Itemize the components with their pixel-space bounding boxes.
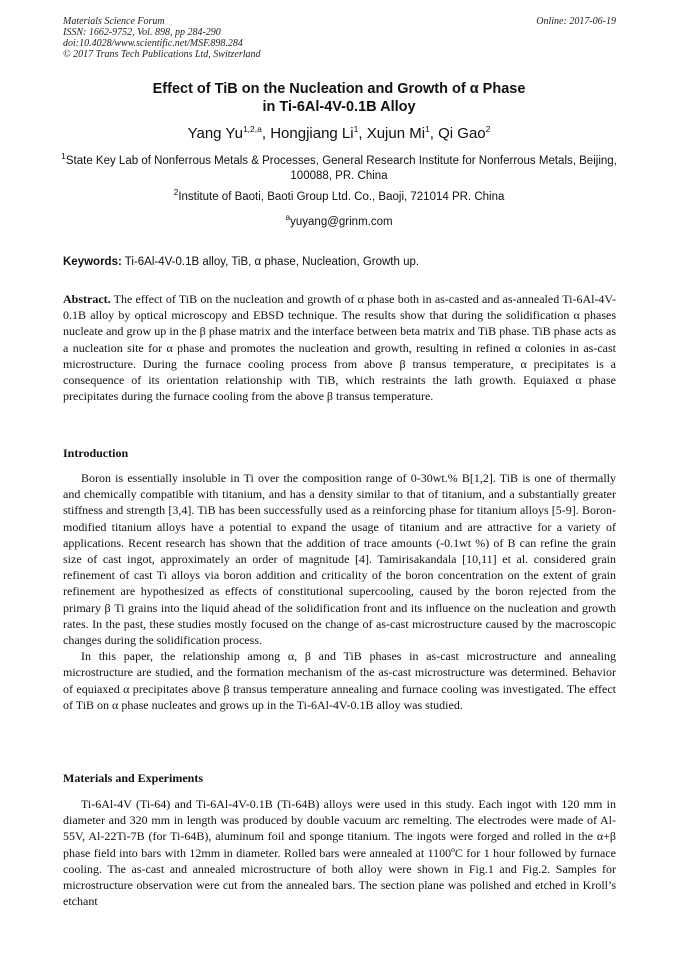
affiliation-text: Institute of Baoti, Baoti Group Ltd. Co., Baoji, 721014 PR. China [178, 191, 505, 203]
journal-header [63, 16, 616, 60]
author-name: Qi Gao [438, 125, 486, 142]
doi-line: doi:10.4028/www.scientific.net/MSF.898.284 [63, 38, 243, 49]
online-date: Online: 2017-06-19 [536, 16, 616, 27]
author-affiliation-mark: 1,2,a [242, 124, 262, 134]
author-affiliation-mark: 2 [485, 124, 491, 134]
affiliation-1 [40, 151, 638, 184]
introduction-heading: Introduction [63, 446, 129, 460]
paper-title [40, 80, 638, 116]
email-address: yuyang@grinm.com [290, 216, 393, 228]
author-affiliation-mark: 1 [353, 124, 359, 134]
author-affiliation-mark: 1 [425, 124, 430, 134]
title-line-1: Effect of TiB on the Nucleation and Growth of α Phase [152, 81, 526, 97]
materials-heading: Materials and Experiments [63, 771, 203, 785]
abstract-text: The effect of TiB on the nucleation and growth of α phase both in as-casted and as-annealed Ti-6Al-4V-0.1B alloy by optical microscopy and EBSD technique. The results show that during the solidification α phases nucleate and grow up in the β phase matrix and the interface between beta matrix and TiB phase. TiB phase acts as a nucleation site for α phase and promotes the nucleation and growth, resulting in refined α colonies in as-cast microstructure. During the furnace cooling process from above β transus temperature, α precipitates is a consequence of its orientation relationship with TiB, which restraints the lath growth. Equiaxed α phase precipitates during the furnace cooling from the above β transus temperature. [63, 292, 616, 404]
affiliation-2 [40, 187, 638, 205]
materials-body [63, 796, 616, 909]
introduction-body [63, 470, 616, 713]
author-list: Yang Yu$^{1,2,a}$, Hongjiang Li$^1$, Xujun Mi$^1$, Qi Gao$^2$ [187, 124, 491, 142]
journal-name: Materials Science Forum [63, 16, 165, 27]
abstract [63, 291, 616, 404]
issn-line: ISSN: 1662-9752, Vol. 898, pp 284-290 [63, 27, 221, 38]
copyright-line: © 2017 Trans Tech Publications Ltd, Switzerland [63, 49, 261, 60]
author-name: Hongjiang Li [270, 125, 354, 142]
email-mark: a [285, 212, 291, 223]
paragraph: Ti-6Al-4V (Ti-64) and Ti-6Al-4V-0.1B (Ti-64B) alloys were used in this study. Each ingot with 120 mm in diameter and 320 mm in length was produced by double vacuum arc remelting. The electrodes were made of Al-55V, Al-22Ti-7B (for Ti-64B), aluminum foil and sponge titanium. The ingots were forged and rolled in the α+β phase field into bars with 12mm in diameter. Rolled bars were annealed at 1100ºC for 1 hour followed by furnace cooling. The as-cast and annealed microstructure of both alloy were shown in Fig.1 and Fig.2. Samples for microstructure observation were cut from the annealed bars. The section plane was polished and etched in Kroll’s etchant [63, 797, 616, 909]
author-email [40, 212, 638, 230]
keywords-text: Ti-6Al-4V-0.1B alloy, TiB, α phase, Nucleation, Growth up. [124, 256, 420, 268]
affiliation-mark: 1 [61, 151, 66, 162]
author-name: Yang Yu [187, 125, 243, 142]
paragraph: In this paper, the relationship among α, β and TiB phases in as-cast microstructure and annealing microstructure are studied, and the formation mechanism of the as-cast microstructure was determined. Behavior of equiaxed α precipitates above β transus temperature annealing and furnace cooling was investigated. The effect of TiB on α phase nucleates and grows up in the Ti-6Al-4V-0.1B alloy was studied. [63, 649, 616, 712]
author-name: Xujun Mi [366, 125, 426, 142]
keywords [63, 255, 616, 270]
paragraph: Boron is essentially insoluble in Ti over the composition range of 0-30wt.% B[1,2]. TiB is one of thermally and chemically compatible with titanium, and has a density similar to that of titanium, and a substantially greater stiffness and strength [3,4]. TiB has been successfully used as a reinforcing phase for titanium alloys [5-9]. Boron-modified titanium alloys have a potential to expand the usage of titanium and are attractive for a variety of applications. Recent research has shown that the addition of trace amounts (-0.1wt %) of B can refine the grain size of cast ingot, approximately an order of magnitude [4]. Tamirisakandala [10,11] et al. considered grain refinement of cast Ti alloys via boron addition and criticality of the boron concentration on the extent of grain refinement are hypothesized as effects of constitutional supercooling, caused by the boron rejected from the primary β Ti grains into the liquid ahead of the solidification front and its influence on the nucleation and growth rates. In the past, these studies mostly focused on the change of as-cast microstructure caused by the macroscopic changes during the solidification process. [63, 471, 616, 648]
title-line-2: in Ti-6Al-4V-0.1B Alloy [262, 99, 416, 115]
affiliation-mark: 2 [173, 187, 179, 198]
keywords-label: Keywords: [63, 256, 122, 268]
abstract-label: Abstract. [63, 292, 111, 306]
affiliation-text: State Key Lab of Nonferrous Metals & Processes, General Research Institute for Nonferrous Metals, Beijing, 100088, PR. China [65, 155, 617, 182]
